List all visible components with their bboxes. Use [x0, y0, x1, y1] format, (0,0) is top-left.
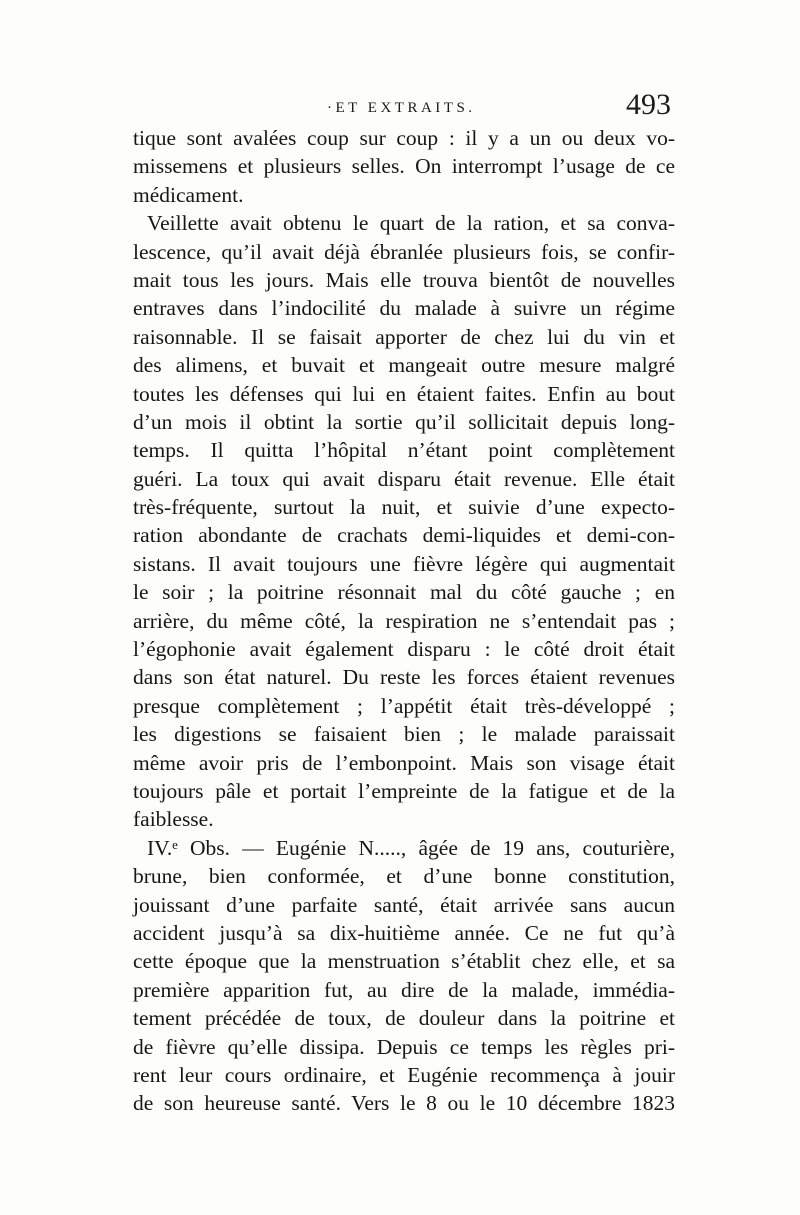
body-text: [133, 124, 675, 1118]
text-line: les digestions se faisaient bien ; le malade paraissait: [133, 722, 675, 747]
text-line: jouissant d’une parfaite santé, était arrivée sans aucun: [133, 892, 675, 917]
text-line: dans son état naturel. Du reste les forces étaient revenues: [133, 665, 675, 690]
text-line: guéri. La toux qui avait disparu était revenue. Elle était: [133, 466, 675, 491]
text-line: médicament.: [133, 182, 244, 207]
text-line: de son heureuse santé. Vers le 8 ou le 10 décembre 1823: [133, 1091, 675, 1116]
text-line: le soir ; la poitrine résonnait mal du côté gauche ; en: [133, 580, 675, 605]
text-line: faiblesse.: [133, 807, 214, 832]
text-line: temps. Il quitta l’hôpital n’étant point complètement: [133, 438, 675, 463]
text-line: mait tous les jours. Mais elle trouva bientôt de nouvelles: [133, 267, 675, 292]
text-line: toujours pâle et portait l’empreinte de la fatigue et de la: [133, 778, 675, 803]
text-line: rent leur cours ordinaire, et Eugénie recommença à jouir: [133, 1062, 675, 1087]
page-number: 493: [626, 88, 671, 121]
text-line: toutes les défenses qui lui en étaient faites. Enfin au bout: [133, 381, 675, 406]
text-line: même avoir pris de l’embonpoint. Mais son visage était: [133, 750, 675, 775]
text-line: tique sont avalées coup sur coup : il y a un ou deux vo-: [133, 126, 675, 150]
text-line: arrière, du même côté, la respiration ne s’entendait pas ;: [133, 608, 675, 633]
text-line: entraves dans l’indocilité du malade à suivre un régime: [133, 296, 675, 321]
text-line: sistans. Il avait toujours une fièvre légère qui augmentait: [133, 551, 675, 576]
text-line: brune, bien conformée, et d’une bonne constitution,: [133, 864, 675, 889]
text-line: presque complètement ; l’appétit était très-développé ;: [133, 693, 675, 718]
text-line: missemens et plusieurs selles. On interrompt l’usage de ce: [133, 154, 675, 179]
text-line: l’égophonie avait également disparu : le côté droit était: [133, 637, 675, 662]
text-line: des alimens, et buvait et mangeait outre mesure malgré: [133, 353, 675, 378]
text-line: de fièvre qu’elle dissipa. Depuis ce temps les règles pri-: [133, 1034, 675, 1059]
text-line: IV.ᵉ Obs. — Eugénie N....., âgée de 19 ans, couturière,: [147, 835, 675, 860]
text-line: d’un mois il obtint la sortie qu’il sollicitait depuis long-: [133, 409, 675, 434]
text-line: tement précédée de toux, de douleur dans la poitrine et: [133, 1006, 675, 1031]
text-line: lescence, qu’il avait déjà ébranlée plusieurs fois, se confir-: [133, 239, 675, 264]
text-line: première apparition fut, au dire de la malade, immédia-: [133, 977, 675, 1002]
text-line: très-fréquente, surtout la nuit, et suivie d’une expecto-: [133, 495, 675, 520]
text-line: accident jusqu’à sa dix-huitième année. Ce ne fut qu’à: [133, 920, 675, 945]
text-line: Veillette avait obtenu le quart de la ration, et sa conva-: [147, 211, 675, 236]
text-line: raisonnable. Il se faisait apporter de chez lui du vin et: [133, 324, 675, 349]
text-line: cette époque que la menstruation s’établit chez elle, et sa: [133, 949, 675, 974]
running-head: ·ET EXTRAITS.: [327, 100, 476, 116]
text-line: ration abondante de crachats demi-liquides et demi-con-: [133, 523, 675, 548]
